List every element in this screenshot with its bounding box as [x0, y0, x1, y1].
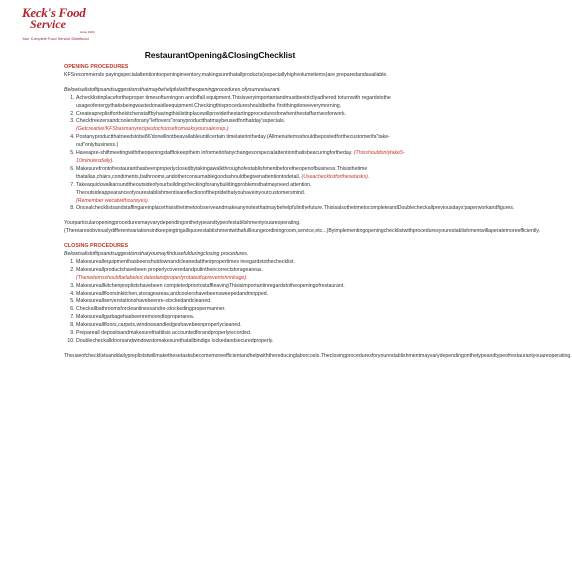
opening-closing-paragraph: Yourparticularopeningproceduresmayvarydependingonthetypeandtypeofestablishmentyouareoperating.(Therearesobviouslydifferentvariationsintkeepingtrigalliquorestablishmentwithafullloungeordiningroom,service,etc...)Byimplementingopeningchecklistwithproceduresyourestablishmentwillaperatemoreefficiently.	[64, 220, 541, 235]
item-text: Checkfreezersandcoolersforany"leftovers"oranyproductthatmaybeusedforthatday'sspecials.	[76, 118, 286, 125]
item-text: Makesureallgarbagehasbeenremovedtoproperarea.	[76, 314, 195, 321]
item-text: Doublecheckalldoorsandwindowstomakesurethatallbindigs lockedandsecuredproperly.	[76, 338, 274, 344]
list-item	[76, 291, 412, 299]
logo-wordmark-line2: Service	[30, 17, 66, 31]
closing-closing-paragraph: Theuseofchecklistsanddailyprepliststwillmakethesetasksbecomemoreefficientandhelpwiththereducinglaborcosts.Theclosingproceduresforyourestablishmentmayvarydependingonthetypeandtypeofrestaurantyouareoperating.	[64, 352, 572, 359]
closing-list-intro: Belowisalistoftipsandsuggestionsthatyoumayfindusefulduringclosing procedures.	[64, 251, 249, 258]
page-title: RestaurantOpening&ClosingChecklist	[144, 50, 296, 60]
item-text: Makesureallequipmenthasbeenshutdownandcleanedattheirpropertimes inregardstothechecklist.	[76, 258, 295, 265]
list-item	[76, 338, 412, 346]
logo-tagline: Your Complete Food Service Distributor	[22, 37, 89, 41]
company-logo	[22, 7, 112, 41]
list-item	[76, 166, 412, 182]
list-item	[76, 150, 412, 166]
list-item	[76, 298, 412, 306]
list-item	[76, 118, 412, 134]
list-item	[76, 330, 412, 338]
opening-list-intro: Belowisalistoftipsandsuggestionsthatmaybehelpfulwiththeopeningprocedures ofyourrestaurant.	[64, 86, 281, 93]
item-text: Makesureallfloorsinkitchen,storageareas,andcoolershavebeensweepedandmopped.	[76, 290, 269, 297]
document-body	[64, 64, 572, 361]
opening-intro-paragraph: KFSrecommends payingspecialattentiontoopeninginventory,makingsurethatallproducts(especiallyhighvolumeitems)are preparedandavailable.	[64, 71, 388, 78]
item-text: Achecklistinplacefortheproper timesofturningon andoffall equipment.Thisisveryimportantandmustbestrictlyadhered toturnwith regardstothe usageofenergythatisbeingwastedonaidleequipment.Checkingthisprocedureshouldbethe firstthingdoneeverymorning.	[76, 94, 391, 109]
item-note: (Getcreative!KFShasmanyrecipestochoosefromasksyoursalesrep.)	[76, 126, 229, 133]
logo-wordmark-line1: Keck's Food	[22, 5, 86, 20]
list-item	[76, 314, 412, 322]
item-note: (Useachecklistforthesetasks).	[301, 173, 370, 180]
opening-heading: OPENING PROCEDURES	[64, 64, 129, 70]
item-text: Makesureallserverstationshavebeenre-stockedandcleaned.	[76, 298, 212, 305]
list-item	[76, 205, 515, 213]
item-note: (Theseitemsshouldbelabeled,datedandproperlyrotatedtopreventshrinkage).	[76, 274, 248, 281]
item-text: Prepareall depositsandmakesurethattilsis accountedforandproperlyrecorded.	[76, 330, 252, 337]
item-text: Postanyproductthatneedstobe86'dorwillnotbeavailableuntilcertain timelaterintheday.(Allmenuitemsshouldbepostedforthecustomerifa"take-out"onlybusiness.)	[76, 134, 390, 149]
opening-checklist	[64, 94, 515, 214]
item-text: Createapreplistforthekitchenstaffbyhavingthislistinplacewillprovidethestartingproceduresforwhenthestaffarrivesforwork.	[76, 110, 346, 117]
list-item	[76, 322, 412, 330]
list-item	[76, 267, 412, 283]
list-item	[76, 95, 412, 111]
item-text: Haveapre-shiftmeetingwiththeopeningstafftokeepthem informedofanychangesorspecialattentionthatisbeacuringfortheday.	[76, 150, 353, 157]
item-note: (Thisshouldonlytake5-10minutesdaily).	[76, 150, 405, 164]
list-item	[76, 111, 412, 119]
list-item	[76, 182, 412, 206]
list-item	[76, 306, 412, 314]
logo-since: since 1994	[80, 30, 95, 34]
list-item	[76, 134, 412, 150]
item-text: Makesurefrontofrestauranthasbeenproperlyclosedbytakingawalkthroughofestablishmentbeforetheopenofbusiness.Thisisthetime thatallas,chairs,condiments,bathrooms,andotherconsumablegoodsshouldbegivenattentiontodetail.	[76, 165, 368, 180]
list-item	[76, 283, 412, 291]
closing-checklist	[64, 259, 412, 346]
list-item	[76, 259, 412, 267]
item-text: Makesureallproductshavebeen properlycoveredandputintheircorrectstorageareas.	[76, 266, 263, 273]
item-text: Oncealchecklistsandstaffingareinplacethisisthetimetoobserveandmakeanynotesthatmaybehelpfulinthefuture.ThisisalsothetimetocompleteandDoublecheckallpreviousdays'paperworkandfigures.	[76, 205, 515, 212]
item-text: Makesureallfloors,carpets,windowsandledgeshavebeenproperlycleaned.	[76, 322, 242, 329]
closing-heading: CLOSING PROCEDURES	[64, 243, 129, 250]
item-text: Makesureallkitchenpreplistshavebeen completedpriortostaffleavingThisisimportantinregardstotheopeningofrestaurant.	[76, 282, 345, 289]
item-text: Takeaquickwalkaroundtheoutsideofyourbuildingcheckingforanybuildingproblemsthatmayneed attention. Theoutsideappearanceofyourestablishmentisareflectionofthepridethatyouhaveinyourcustomersmind.	[76, 181, 312, 196]
item-text: Checkallbathroomsforcleanlinessandre-stockedingpropermanner.	[76, 306, 226, 313]
item-note: (Remember wecatwithoureyes).	[76, 197, 150, 204]
